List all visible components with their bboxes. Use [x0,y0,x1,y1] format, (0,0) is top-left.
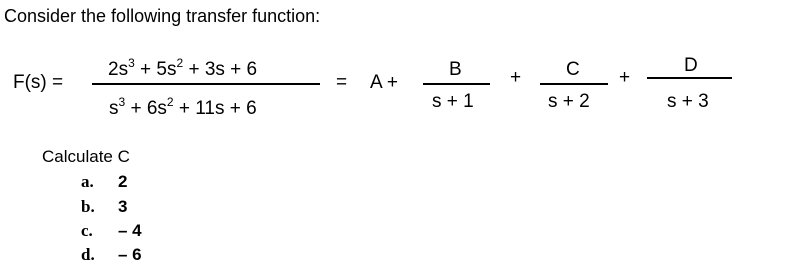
partial-1-denominator: s + 1 [432,91,474,112]
partial-3-numerator: D [684,55,698,76]
equals-sign: = [336,72,348,93]
plus-sign-2: + [619,67,631,88]
numerator [108,56,258,80]
numerator-term-1: 2s [108,59,129,80]
option-c-letter: c. [81,221,93,240]
denominator-term-2: + 6s [125,98,167,119]
partial-1-fraction-bar [423,83,490,85]
question-intro: Consider the following transfer function: [4,6,321,26]
denominator-term-1: s [109,98,119,119]
option-a-letter: a. [81,172,94,191]
constant-term: A + [370,72,398,93]
numerator-term-2: + 5s [134,59,177,80]
function-label: F(s) = [13,72,64,93]
partial-3-fraction-bar [647,77,732,79]
partial-1-numerator: B [449,59,462,80]
partial-3-denominator: s + 3 [667,91,709,112]
denominator-exponent-1: 3 [118,95,126,109]
numerator-exponent-1: 3 [128,56,135,70]
denominator [109,95,257,119]
option-a-value: 2 [118,172,128,191]
partial-2-fraction-bar [540,83,608,85]
option-c-value: – 4 [118,221,142,240]
partial-2-numerator: C [566,59,580,80]
partial-2-denominator: s + 2 [548,91,590,112]
denominator-exponent-2: 2 [166,95,174,109]
plus-sign-1: + [510,67,522,88]
option-b-letter: b. [81,197,95,216]
numerator-rest: + 3s + 6 [183,59,258,80]
option-d-letter: d. [81,245,95,264]
denominator-rest: + 11s + 6 [173,98,257,119]
numerator-exponent-2: 2 [176,56,184,70]
main-fraction-bar [92,83,320,85]
question-prompt: Calculate C [42,147,130,166]
option-b-value: 3 [118,197,128,216]
option-d-value: – 6 [118,245,142,264]
